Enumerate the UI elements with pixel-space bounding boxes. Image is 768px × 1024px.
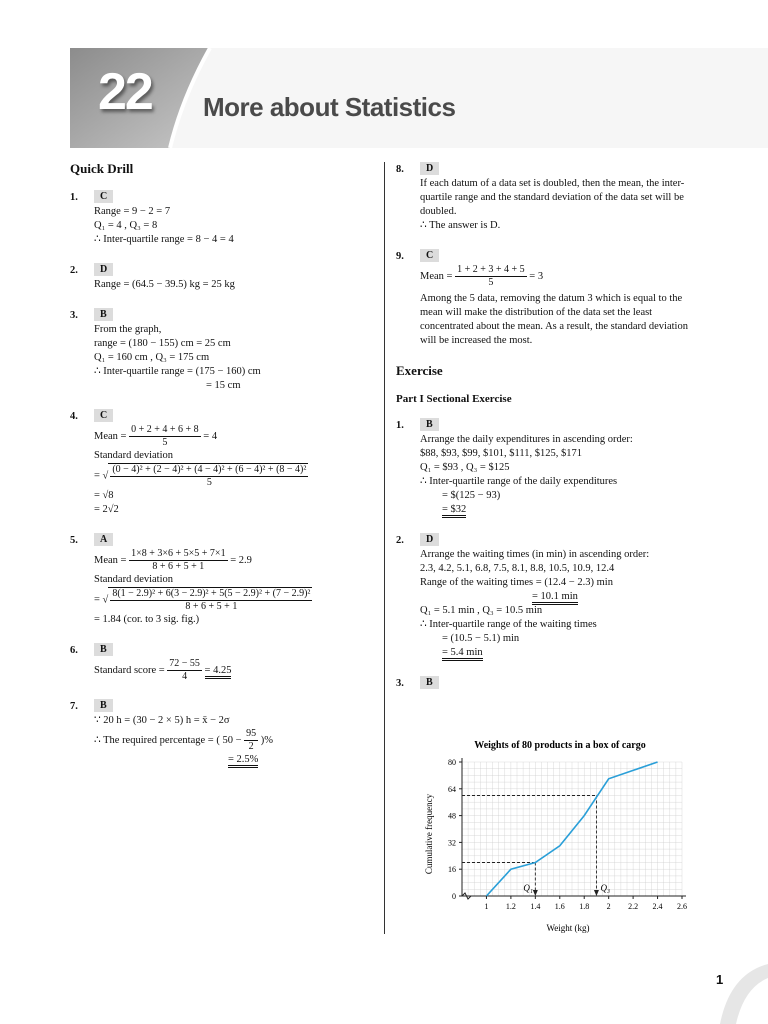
quick-drill-q4: 4. C Mean = $\frac{0 + 2 + 4 + 6 + 8}{5}$ = 4 Standard deviation = √ $\frac{\text{(0 − 4)² + (2 − 4)² + (4 − 4)² + (6 − 4)² + (8 − 4)²}}{5}$ = √8 = 2√2 bbox=[70, 409, 370, 517]
page-number: 1 bbox=[716, 972, 724, 987]
fraction-denominator: 5 bbox=[488, 277, 494, 288]
sd-label: Standard deviation bbox=[94, 450, 174, 461]
exercise-q3 bbox=[396, 676, 706, 691]
x-tick-label: 1.6 bbox=[554, 902, 565, 911]
quick-drill-heading: Quick Drill bbox=[70, 161, 134, 176]
answer-badge: D bbox=[420, 533, 439, 546]
fraction-numerator: 72 − 55 bbox=[169, 658, 200, 669]
percentage-prefix: 50 − bbox=[222, 734, 242, 746]
x-tick-label: 2.4 bbox=[652, 902, 663, 911]
solution-line: Q₁ = 4 , Q₃ = 8 bbox=[94, 220, 158, 231]
mean-label: Mean = bbox=[420, 270, 453, 282]
question-number: 8. bbox=[396, 164, 404, 175]
solution-result: = 1.84 (cor. to 3 sig. fig.) bbox=[94, 614, 200, 625]
y-tick-label: 16 bbox=[448, 865, 456, 875]
question-number: 2. bbox=[396, 535, 404, 546]
question-number: 7. bbox=[70, 701, 78, 712]
fraction-numerator: 95 bbox=[246, 728, 257, 739]
explanation-text: Among the 5 data, removing the datum 3 which is equal to the mean will make the distribution of the data set the least concentrated about the mean. As a result, the standard deviation will be increased the most. bbox=[420, 293, 688, 346]
fraction-denominator: 2 bbox=[248, 741, 254, 752]
y-tick-label: 80 bbox=[448, 758, 456, 767]
question-number: 5. bbox=[70, 535, 78, 546]
solution-line: 2.3, 4.2, 5.1, 6.8, 7.5, 8.1, 8.8, 10.5, 10.9, 12.4 bbox=[420, 563, 615, 574]
fraction-numerator: 1×8 + 3×6 + 5×5 + 7×1 bbox=[131, 548, 226, 559]
y-tick-label: 64 bbox=[448, 784, 456, 794]
percentage-fraction bbox=[244, 728, 258, 753]
score-fraction bbox=[167, 658, 202, 683]
fraction-denominator: 5 bbox=[206, 477, 212, 488]
solution-line: Q₁ = 5.1 min , Q₃ = 10.5 min bbox=[420, 605, 543, 616]
solution-line: ∴ Inter-quartile range = 8 − 4 = 4 bbox=[94, 234, 234, 245]
mean-fraction bbox=[129, 424, 201, 449]
part-heading: Part I Sectional Exercise bbox=[396, 393, 512, 405]
right-column bbox=[396, 162, 706, 707]
fraction-denominator: 8 + 6 + 5 + 1 bbox=[185, 601, 238, 612]
question-number: 9. bbox=[396, 251, 404, 262]
solution-result: = 2√2 bbox=[94, 504, 119, 515]
solution-line: From the graph, bbox=[94, 324, 162, 335]
answer-badge: A bbox=[94, 533, 113, 546]
solution-result: = 10.1 min bbox=[532, 591, 578, 605]
answer-badge: B bbox=[94, 699, 113, 712]
mean-result: = 2.9 bbox=[230, 554, 252, 566]
mean-label: Mean = bbox=[94, 430, 127, 442]
quick-drill-q3 bbox=[70, 308, 370, 393]
fraction-numerator: 1 + 2 + 3 + 4 + 5 bbox=[457, 264, 525, 275]
answer-badge: B bbox=[420, 676, 439, 689]
solution-line: Range of the waiting times = (12.4 − 2.3) min bbox=[420, 577, 613, 588]
solution-line: ∴ Inter-quartile range = (175 − 160) cm bbox=[94, 366, 261, 377]
answer-badge: D bbox=[94, 263, 113, 276]
explanation-text: If each datum of a data set is doubled, then the mean, the inter-quartile range and the standard deviation of the data set will be doubled. bbox=[420, 178, 685, 217]
fraction-denominator: 4 bbox=[182, 671, 188, 682]
chapter-title: More about Statistics bbox=[203, 92, 456, 122]
quick-drill-q1 bbox=[70, 190, 370, 247]
answer-badge: C bbox=[94, 409, 113, 422]
solution-line: = $(125 − 93) bbox=[442, 490, 501, 501]
left-column bbox=[70, 162, 370, 783]
solution-line: Q₁ = $93 , Q₃ = $125 bbox=[420, 462, 510, 473]
x-tick-label: 1.4 bbox=[530, 902, 541, 911]
solution-result: = 5.4 min bbox=[442, 647, 483, 661]
mean-label: Mean = bbox=[94, 554, 127, 566]
x-tick-label: 1.2 bbox=[505, 902, 516, 911]
question-number: 3. bbox=[396, 678, 404, 689]
y-tick-label: 48 bbox=[448, 811, 456, 821]
q1-arrowhead bbox=[533, 890, 538, 896]
solution-line: Arrange the daily expenditures in ascending order: bbox=[420, 434, 633, 445]
quick-drill-q6 bbox=[70, 643, 370, 683]
quick-drill-q7: 7. B ∵ 20 h = (30 − 2 × 5) h = x̄ − 2σ ∴ The required percentage = ( 50 − $\frac{95}{2}$ )% = 2.5% bbox=[70, 699, 370, 767]
conclusion-line: ∴ The answer is D. bbox=[420, 220, 501, 231]
mean-result: = 3 bbox=[529, 270, 544, 282]
quartile-guides bbox=[462, 796, 599, 897]
x-axis-label: Weight (kg) bbox=[546, 923, 590, 933]
answer-badge: B bbox=[94, 643, 113, 656]
solution-line: ∴ Inter-quartile range of the daily expenditures bbox=[420, 476, 618, 487]
sd-fraction bbox=[108, 587, 312, 613]
solution-line: range = (180 − 155) cm = 25 cm bbox=[94, 338, 231, 349]
quick-drill-q9 bbox=[396, 249, 706, 348]
quick-drill-q8 bbox=[396, 162, 706, 233]
solution-line: ∴ Inter-quartile range of the waiting times bbox=[420, 619, 597, 630]
q3-marker-label: Q₃ bbox=[600, 883, 611, 893]
standard-score-label: Standard score = bbox=[94, 664, 165, 676]
fraction-numerator: 0 + 2 + 4 + 6 + 8 bbox=[131, 424, 199, 435]
x-tick-label: 2.2 bbox=[628, 902, 639, 911]
percentage-label: ∴ The required percentage = bbox=[94, 734, 214, 746]
sd-fraction bbox=[108, 463, 308, 489]
question-number: 4. bbox=[70, 411, 78, 422]
chart-grid bbox=[462, 762, 682, 896]
solution-result: = 15 cm bbox=[206, 380, 241, 391]
standard-score-result: = 4.25 bbox=[205, 665, 232, 679]
solution-result: = $32 bbox=[442, 504, 466, 518]
solution-line: = √8 bbox=[94, 490, 114, 501]
chart-ticks bbox=[448, 758, 687, 911]
x-tick-label: 2 bbox=[606, 902, 611, 911]
y-tick-label: 0 bbox=[452, 892, 456, 901]
answer-badge: B bbox=[94, 308, 113, 321]
answer-badge: C bbox=[94, 190, 113, 203]
answer-badge: B bbox=[420, 418, 439, 431]
x-tick-label: 1.8 bbox=[579, 902, 590, 911]
mean-fraction bbox=[455, 264, 527, 289]
question-number: 6. bbox=[70, 645, 78, 656]
solution-line: Arrange the waiting times (in min) in ascending order: bbox=[420, 549, 650, 560]
chapter-number: 22 bbox=[98, 63, 152, 121]
question-number: 1. bbox=[70, 192, 78, 203]
solution-result: = 2.5% bbox=[228, 754, 258, 768]
mean-result: = 4 bbox=[203, 430, 218, 442]
question-number: 2. bbox=[70, 265, 78, 276]
percent-sign: % bbox=[264, 734, 273, 746]
x-tick-label: 1 bbox=[484, 902, 489, 911]
question-number: 3. bbox=[70, 310, 78, 321]
column-divider bbox=[384, 162, 385, 934]
solution-line: Range = (64.5 − 39.5) kg = 25 kg bbox=[94, 279, 235, 290]
fraction-numerator: 8(1 − 2.9)² + 6(3 − 2.9)² + 5(5 − 2.9)² + (7 − 2.9)² bbox=[112, 588, 311, 599]
fraction-numerator: (0 − 4)² + (2 − 4)² + (4 − 4)² + (6 − 4)² + (8 − 4)² bbox=[112, 464, 307, 475]
exercise-q2 bbox=[396, 533, 706, 660]
fraction-denominator: 8 + 6 + 5 + 1 bbox=[152, 561, 205, 572]
solution-line: Q₁ = 160 cm , Q₃ = 175 cm bbox=[94, 352, 210, 363]
fraction-denominator: 5 bbox=[162, 437, 168, 448]
solution-line: ∵ 20 h = (30 − 2 × 5) h = x̄ − 2σ bbox=[94, 715, 230, 726]
q3-arrowhead bbox=[594, 890, 599, 896]
x-tick-label: 2.6 bbox=[677, 902, 687, 911]
solution-line: = (10.5 − 5.1) min bbox=[442, 633, 520, 644]
sd-label: Standard deviation bbox=[94, 574, 174, 585]
solution-line: Range = 9 − 2 = 7 bbox=[94, 206, 171, 217]
exercise-q1 bbox=[396, 418, 706, 517]
cumulative-frequency-chart bbox=[420, 734, 700, 934]
y-axis-label: Cumulative frequency bbox=[424, 793, 434, 875]
y-tick-label: 32 bbox=[448, 838, 456, 848]
quick-drill-q2 bbox=[70, 263, 370, 292]
corner-decoration bbox=[700, 960, 768, 1024]
mean-fraction bbox=[129, 548, 227, 573]
quick-drill-q5: 5. A Mean = $\frac{1\times 8 + 3\times 6 + 5\times 5 + 7\times 1}{8 + 6 + 5 + 1}$ = 2.9 Standard deviation = √ $\frac{\text{8(1 − 2.9)² + 6(3 − 2.9)² + 5(5 − 2.9)² + (7 − 2.9)²}}{8 + 6 + 5 + 1}$ = 1.84 (cor. to 3 sig. fig.) bbox=[70, 533, 370, 627]
q1-marker-label: Q₁ bbox=[523, 883, 533, 893]
chart-title: Weights of 80 products in a box of cargo bbox=[474, 740, 646, 751]
answer-badge: D bbox=[420, 162, 439, 175]
solution-line: $88, $93, $99, $101, $111, $125, $171 bbox=[420, 448, 582, 459]
answer-badge: C bbox=[420, 249, 439, 262]
question-number: 1. bbox=[396, 420, 404, 431]
exercise-heading: Exercise bbox=[396, 363, 443, 378]
